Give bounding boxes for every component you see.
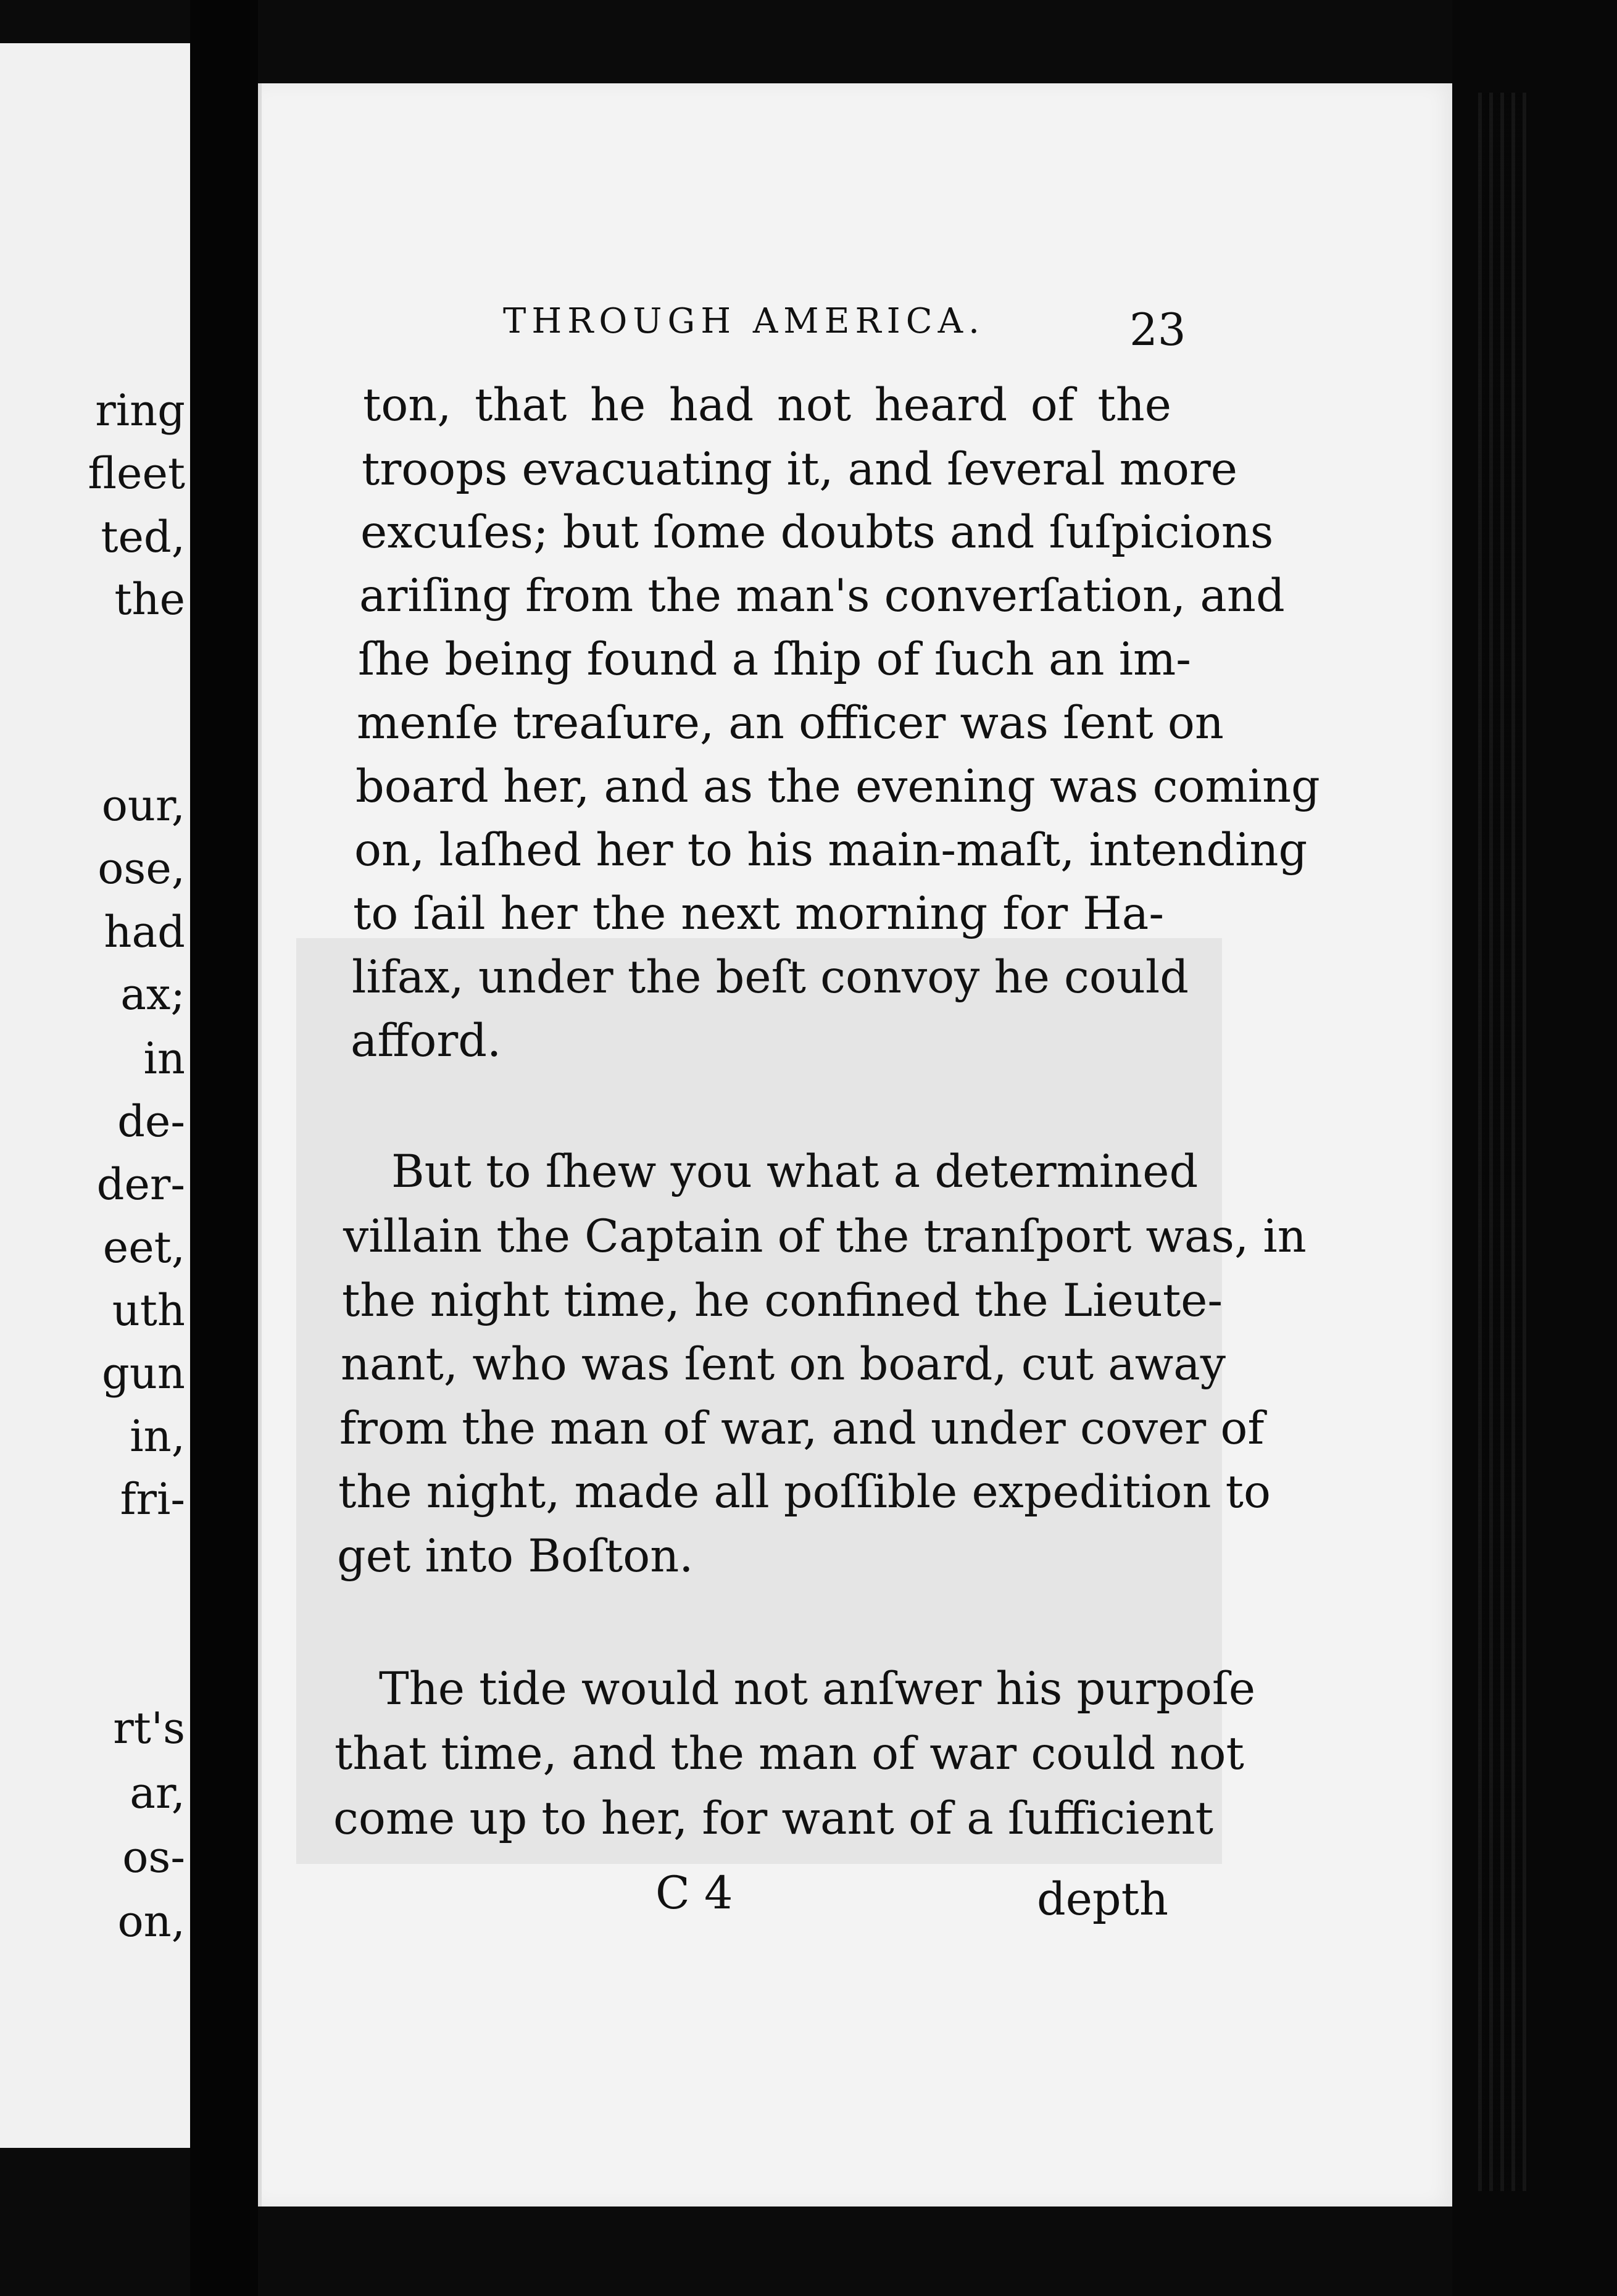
text-line: excuſes; but ſome doubts and ſuſpicions bbox=[360, 506, 1274, 559]
left-page-fragment: in bbox=[143, 1033, 185, 1084]
left-page-fragment: had bbox=[104, 907, 185, 957]
left-page-fragment: uth bbox=[112, 1285, 185, 1336]
left-page-fragment: ar, bbox=[130, 1768, 185, 1818]
left-page-fragment: ring bbox=[95, 385, 185, 436]
left-page-fragment: de- bbox=[117, 1096, 185, 1147]
book-gutter bbox=[190, 0, 258, 2296]
text-line: come up to her, for want of a ſufficient bbox=[333, 1792, 1213, 1845]
left-page-fragment: rt's bbox=[113, 1703, 185, 1753]
left-page-fragment: ose, bbox=[98, 843, 185, 894]
left-page-fragment: der- bbox=[96, 1159, 185, 1210]
text-line: lifax, under the beſt convoy he could bbox=[352, 951, 1189, 1004]
left-page-fragment: eet, bbox=[102, 1222, 185, 1273]
left-page-fragment: fleet bbox=[88, 448, 185, 499]
text-line: board her, and as the evening was coming bbox=[355, 760, 1320, 813]
text-line: ſhe being found a ſhip of ſuch an im- bbox=[358, 633, 1191, 686]
text-line: menſe treaſure, an officer was ſent on bbox=[357, 697, 1224, 749]
text-line: on, laſhed her to his main-maſt, intending bbox=[354, 824, 1308, 876]
text-line: villain the Captain of the tranſport was, in bbox=[343, 1210, 1307, 1263]
left-page-fragment: on, bbox=[117, 1896, 185, 1947]
text-line: from the man of war, and under cover of bbox=[339, 1402, 1265, 1455]
left-page-fragment: our, bbox=[101, 780, 185, 831]
left-page-fragment: in, bbox=[130, 1411, 185, 1462]
left-page-fragment: gun bbox=[102, 1348, 185, 1399]
text-line: the night time, he confined the Lieute- bbox=[342, 1275, 1223, 1327]
left-page-fragment: the bbox=[114, 574, 185, 625]
signature-mark: C 4 bbox=[655, 1867, 733, 1920]
text-line: get into Boſton. bbox=[337, 1530, 694, 1583]
running-head: THROUGH AMERICA. bbox=[503, 301, 985, 341]
text-line: nant, who was ſent on board, cut away bbox=[341, 1338, 1226, 1391]
text-line: But to ſhew you what a determined bbox=[391, 1146, 1199, 1198]
catchword: depth bbox=[1037, 1873, 1169, 1926]
left-facing-page bbox=[0, 43, 193, 2148]
text-line: to ſail her the next morning for Ha- bbox=[353, 888, 1164, 940]
left-page-fragment: os- bbox=[122, 1832, 185, 1882]
right-book-edge bbox=[1452, 0, 1617, 2296]
text-line: that time, and the man of war could not bbox=[335, 1728, 1244, 1780]
text-line: ariſing from the man's converſation, and bbox=[359, 570, 1285, 622]
page-edges bbox=[1478, 93, 1528, 2191]
text-line: the night, made all poſſible expedition to bbox=[338, 1466, 1271, 1518]
left-page-fragment: ax; bbox=[120, 969, 185, 1020]
page-number: 23 bbox=[1129, 304, 1186, 356]
text-line: afford. bbox=[351, 1015, 502, 1067]
left-page-fragment: fri- bbox=[120, 1474, 185, 1524]
text-line: The tide would not anſwer his purpoſe bbox=[379, 1663, 1256, 1715]
left-page-fragment: ted, bbox=[101, 512, 185, 562]
text-line: ton, that he had not heard of the bbox=[363, 379, 1171, 431]
text-line: troops evacuating it, and ſeveral more bbox=[362, 443, 1238, 496]
